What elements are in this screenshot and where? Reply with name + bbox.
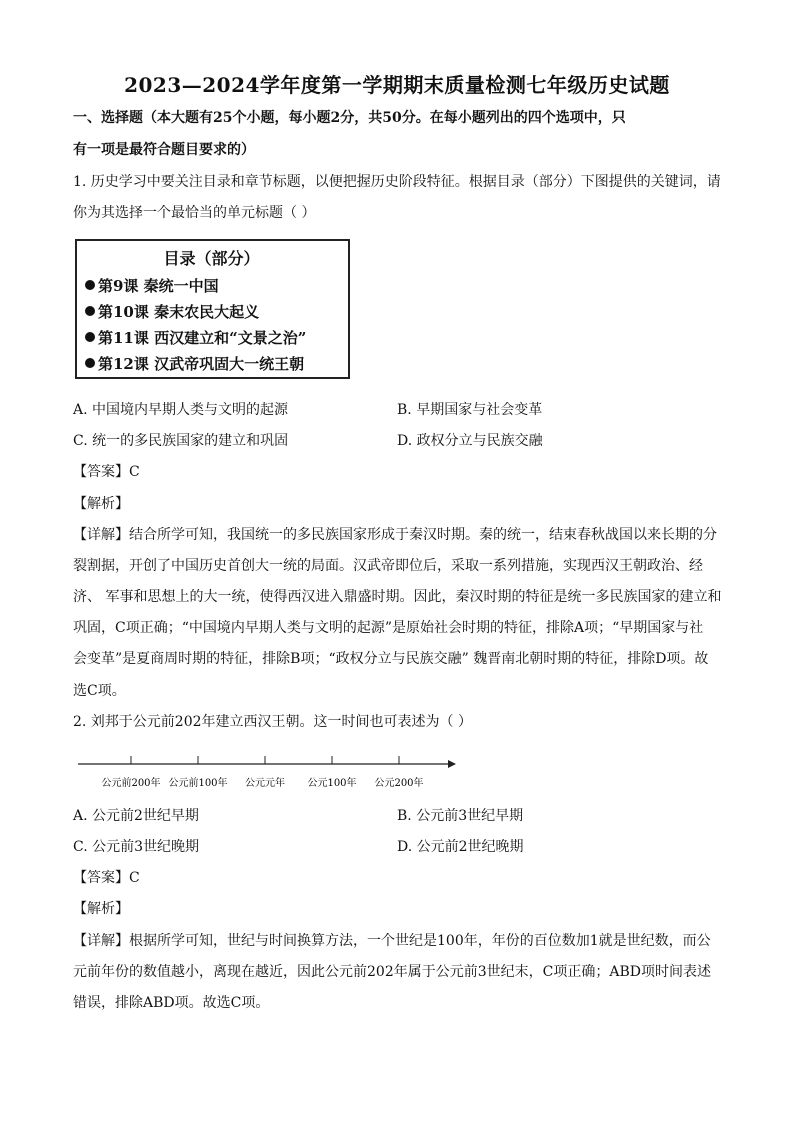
q1-option-a: A. 中国境内早期人类与文明的起源 (73, 402, 289, 418)
timeline-arrow-icon (448, 760, 456, 768)
q1-detail-line: 会变革”是夏商周时期的特征，排除B项；“政权分立与民族交融” 魏晋南北朝时期的特征，排除D项。故 (73, 651, 709, 667)
bullet-icon (85, 332, 95, 342)
q1-detail-line: 济、 军事和思想上的大一统，使得西汉进入鼎盛时期。因此，秦汉时期的特征是统一多民族国家的建立和 (73, 589, 722, 605)
section-heading-line1: 一、选择题（本大题有25个小题，每小题2分，共50分。在每小题列出的四个选项中，只 (73, 110, 626, 126)
timeline-label: 公元200年 (374, 778, 424, 789)
section-heading-line2: 有一项是最符合题目要求的） (73, 142, 255, 158)
q1-answer: 【答案】C (73, 464, 140, 480)
q1-detail-line: 裂割据，开创了中国历史首创大一统的局面。汉武帝即位后，采取一系列措施，实现西汉王朝政治、经 (73, 558, 703, 574)
timeline-label: 公元100年 (307, 778, 357, 789)
q1-option-c: C. 统一的多民族国家的建立和巩固 (73, 433, 289, 449)
toc-item: 第9课 秦统一中国 (85, 273, 338, 299)
q2-option-c: C. 公元前3世纪晚期 (73, 839, 200, 855)
bullet-icon (85, 280, 95, 290)
q1-option-b: B. 早期国家与社会变革 (397, 402, 543, 418)
q2-option-d: D. 公元前2世纪晚期 (397, 839, 524, 855)
q2-detail-line: 【详解】根据所学可知，世纪与时间换算方法，一个世纪是100年，年份的百位数加1就是世纪数，而公 (73, 933, 711, 949)
q1-detail-line: 巩固，C项正确；“中国境内早期人类与文明的起源”是原始社会时期的特征，排除A项；“早期国家与社 (73, 620, 704, 636)
q2-option-a: A. 公元前2世纪早期 (73, 808, 199, 824)
q1-option-d: D. 政权分立与民族交融 (397, 433, 543, 449)
q2-analysis-label: 【解析】 (73, 901, 129, 917)
table-of-contents-figure (75, 239, 350, 379)
q1-detail-line: 选C项。 (73, 683, 126, 699)
timeline-label: 公元前100年 (168, 778, 228, 789)
q1-stem-line2: 你为其选择一个最恰当的单元标题（ ） (73, 205, 316, 221)
timeline-label: 公元元年 (245, 778, 285, 789)
q1-analysis-label: 【解析】 (73, 496, 129, 512)
q1-detail-line: 【详解】结合所学可知，我国统一的多民族国家形成于秦汉时期。秦的统一，结束春秋战国以来长期的分 (73, 527, 717, 543)
q2-stem: 2. 刘邦于公元前202年建立西汉王朝。这一时间也可表述为（ ） (73, 714, 472, 730)
q2-detail-line: 错误，排除ABD项。故选C项。 (73, 995, 270, 1011)
timeline-label: 公元前200年 (101, 778, 161, 789)
q2-answer: 【答案】C (73, 870, 140, 886)
toc-title: 目录（部分） (163, 249, 260, 268)
toc-item: 第11课 西汉建立和“文景之治” (85, 325, 338, 351)
toc-item: 第10课 秦末农民大起义 (85, 299, 338, 325)
q2-option-b: B. 公元前3世纪早期 (397, 808, 524, 824)
bullet-icon (85, 306, 95, 316)
bullet-icon (85, 358, 95, 368)
toc-item: 第12课 汉武帝巩固大一统王朝 (85, 351, 338, 377)
q1-stem-line1: 1. 历史学习中要关注目录和章节标题，以便把握历史阶段特征。根据目录（部分）下图提供的关键词，请 (73, 174, 721, 190)
page-title: 2023—2024学年度第一学期期末质量检测七年级历史试题 (124, 73, 670, 97)
timeline-figure (78, 748, 458, 798)
q2-detail-line: 元前年份的数值越小，离现在越近，因此公元前202年属于公元前3世纪末，C项正确；ABD项时间表述 (73, 964, 711, 980)
